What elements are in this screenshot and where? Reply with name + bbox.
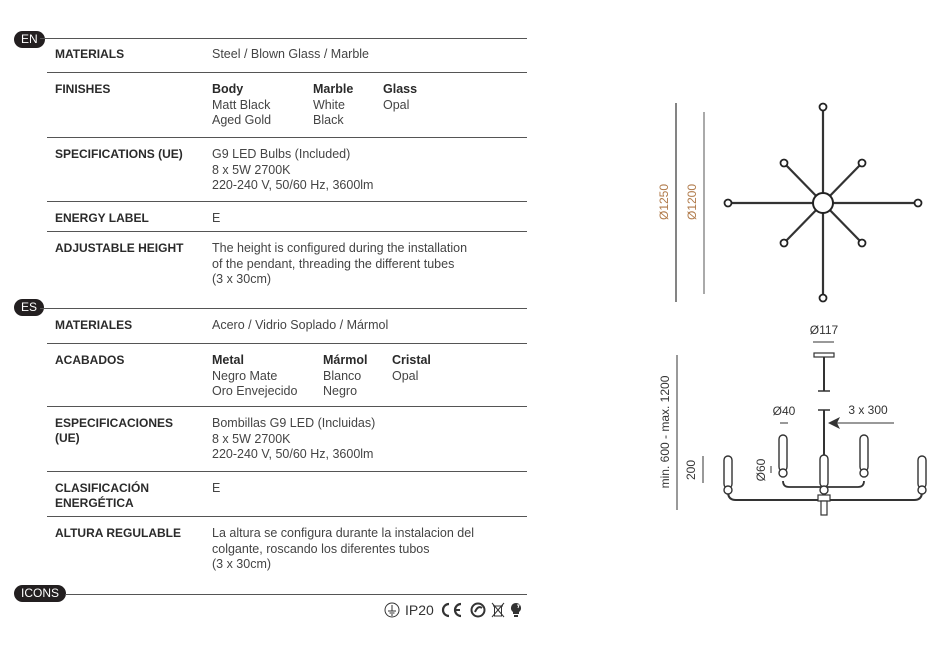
finish-column (392, 353, 431, 384)
finish-item: Negro (323, 384, 358, 398)
spec-line: 220-240 V, 50/60 Hz, 3600lm (212, 447, 374, 461)
finish-item: Opal (392, 368, 419, 383)
height-line: colgante, roscando los diferentes tubos (212, 541, 430, 556)
finish-title: Glass (383, 82, 418, 96)
label-specifications: SPECIFICATIONS (UE) (55, 147, 183, 161)
divider (47, 201, 527, 202)
finish-item: Negro Mate (212, 368, 278, 383)
divider (47, 516, 527, 517)
height-line: (3 x 30cm) (212, 272, 272, 286)
label-acabados: ACABADOS (55, 353, 125, 367)
label-materials: MATERIALS (55, 47, 125, 61)
glass-height-label: 200 (684, 459, 698, 481)
spec-line: 8 x 5W 2700K (212, 162, 291, 177)
center-hub (813, 193, 833, 213)
finish-column (323, 353, 367, 400)
height-line: of the pendant, threading the different tubes (212, 256, 455, 271)
finish-item: Aged Gold (212, 113, 272, 127)
value-specifications (212, 147, 373, 194)
height-line: La altura se configura durante la instalacion del (212, 526, 474, 540)
label-finishes: FINISHES (55, 82, 111, 96)
divider (47, 231, 527, 232)
finish-item: Oro Envejecido (212, 384, 298, 398)
recycle-icon (470, 602, 486, 618)
height-line: The height is configured during the installation (212, 241, 468, 255)
height-line: (3 x 30cm) (212, 557, 272, 571)
divider (47, 406, 527, 407)
label-line: ESPECIFICACIONES (55, 416, 174, 430)
tubes-label: 3 x 300 (848, 403, 888, 417)
finish-item: Opal (383, 97, 410, 112)
badge-en: EN (14, 31, 45, 48)
finish-title: Marble (313, 82, 354, 96)
divider (47, 343, 527, 344)
finish-title: Metal (212, 353, 244, 367)
label-energy: ENERGY LABEL (55, 211, 149, 225)
value-altura (212, 526, 474, 573)
finish-column (313, 82, 353, 129)
finish-title: Body (212, 82, 244, 96)
divider (40, 38, 527, 39)
technical-drawing (640, 90, 928, 520)
finish-title: Cristal (392, 353, 431, 367)
glass-large-label: Ø60 (754, 458, 768, 482)
ce-mark-icon (439, 602, 465, 618)
label-clasificacion (55, 481, 205, 511)
finish-item: Blanco (323, 368, 362, 383)
label-altura: ALTURA REGULABLE (55, 526, 181, 540)
badge-es: ES (14, 299, 44, 316)
finish-item: Matt Black (212, 97, 271, 112)
canopy-label: Ø117 (809, 323, 839, 337)
spec-line: Bombillas G9 LED (Incluidas) (212, 416, 376, 430)
value-clasificacion: E (212, 481, 221, 495)
side-view (658, 323, 926, 515)
weee-bin-icon (491, 602, 505, 618)
ground-icon (384, 602, 400, 618)
spec-line: 220-240 V, 50/60 Hz, 3600lm (212, 178, 374, 192)
value-height (212, 241, 467, 288)
divider (47, 137, 527, 138)
label-height: ADJUSTABLE HEIGHT (55, 241, 184, 255)
value-materiales: Acero / Vidrio Soplado / Mármol (212, 318, 389, 332)
spec-line: 8 x 5W 2700K (212, 431, 291, 446)
finish-column (383, 82, 417, 113)
bulb-icon (510, 602, 522, 618)
finish-column (212, 353, 297, 400)
finish-column (212, 82, 271, 129)
label-line: CLASIFICACIÓN (55, 481, 149, 495)
certification-icons (384, 602, 522, 618)
divider (40, 308, 527, 309)
label-especificaciones (55, 416, 205, 446)
value-energy: E (212, 211, 221, 225)
ip-rating: IP20 (405, 602, 434, 618)
value-materials: Steel / Blown Glass / Marble (212, 47, 370, 61)
dim-inner-label: Ø1200 (685, 183, 699, 221)
finish-item: Black (313, 113, 344, 127)
glass-small-label: Ø40 (772, 404, 796, 418)
label-line: ENERGÉTICA (55, 496, 134, 510)
divider (47, 72, 527, 73)
spec-line: G9 LED Bulbs (Included) (212, 147, 351, 161)
badge-icons: ICONS (14, 585, 66, 602)
divider (65, 594, 527, 595)
finish-title: Mármol (323, 353, 368, 367)
height-range-label: min. 600 - max. 1200 (658, 375, 672, 489)
divider (47, 471, 527, 472)
dim-outer-label: Ø1250 (657, 183, 671, 221)
finish-item: White (313, 97, 345, 112)
label-line: (UE) (55, 431, 80, 445)
label-materiales: MATERIALES (55, 318, 133, 332)
value-especificaciones (212, 416, 375, 463)
top-view (657, 103, 922, 302)
